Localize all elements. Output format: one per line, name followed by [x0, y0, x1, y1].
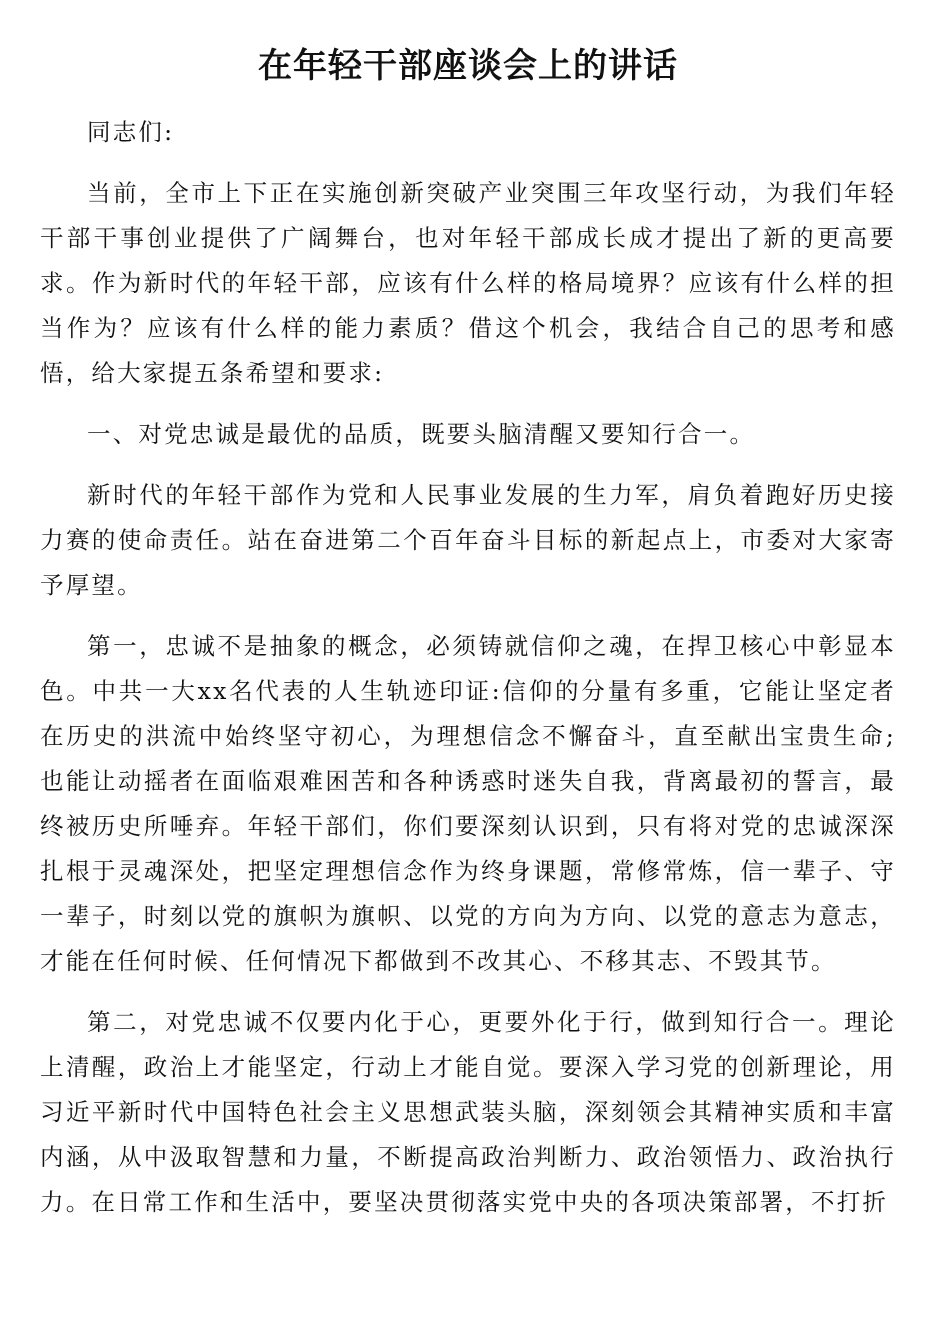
document-body	[40, 110, 896, 1225]
paragraph-intro: 当前，全市上下正在实施创新突破产业突围三年攻坚行动，为我们年轻干部干事创业提供了广阔舞台，也对年轻干部成长成才提出了新的更高要求。作为新时代的年轻干部，应该有什么样的格局境界？应该有什么样的担当作为？应该有什么样的能力素质？借这个机会，我结合自己的思考和感悟，给大家提五条希望和要求:	[40, 179, 896, 387]
section-heading-1: 一、对党忠诚是最优的品质，既要头脑清醒又要知行合一。	[87, 420, 756, 448]
paragraph-salutation: 同志们:	[87, 118, 175, 146]
paragraph-point-2: 第二，对党忠诚不仅要内化于心，更要外化于行，做到知行合一。理论上清醒，政治上才能坚定，行动上才能自觉。要深入学习党的创新理论，用习近平新时代中国特色社会主义思想武装头脑，深刻领会其精神实质和丰富内涵，从中汲取智慧和力量，不断提高政治判断力、政治领悟力、政治执行力。在日常工作和生活中，要坚决贯彻落实党中央的各项决策部署，不打折	[40, 1008, 896, 1216]
paragraph-section-1-intro: 新时代的年轻干部作为党和人民事业发展的生力军，肩负着跑好历史接力赛的使命责任。站在奋进第二个百年奋斗目标的新起点上，市委对大家寄予厚望。	[40, 481, 896, 599]
document-title: 在年轻干部座谈会上的讲话	[258, 46, 678, 86]
paragraph-point-1: 第一，忠诚不是抽象的概念，必须铸就信仰之魂，在捍卫核心中彰显本色。中共一大xx名代表的人生轨迹印证:信仰的分量有多重，它能让坚定者在历史的洪流中始终坚守初心，为理想信念不懈奋斗，直至献出宝贵生命;也能让动摇者在面临艰难困苦和各种诱惑时迷失自我，背离最初的誓言，最终被历史所唾弃。年轻干部们，你们要深刻认识到，只有将对党的忠诚深深扎根于灵魂深处，把坚定理想信念作为终身课题，常修常炼，信一辈子、守一辈子，时刻以党的旗帜为旗帜、以党的方向为方向、以党的意志为意志，才能在任何时候、任何情况下都做到不改其心、不移其志、不毁其节。	[40, 632, 896, 975]
